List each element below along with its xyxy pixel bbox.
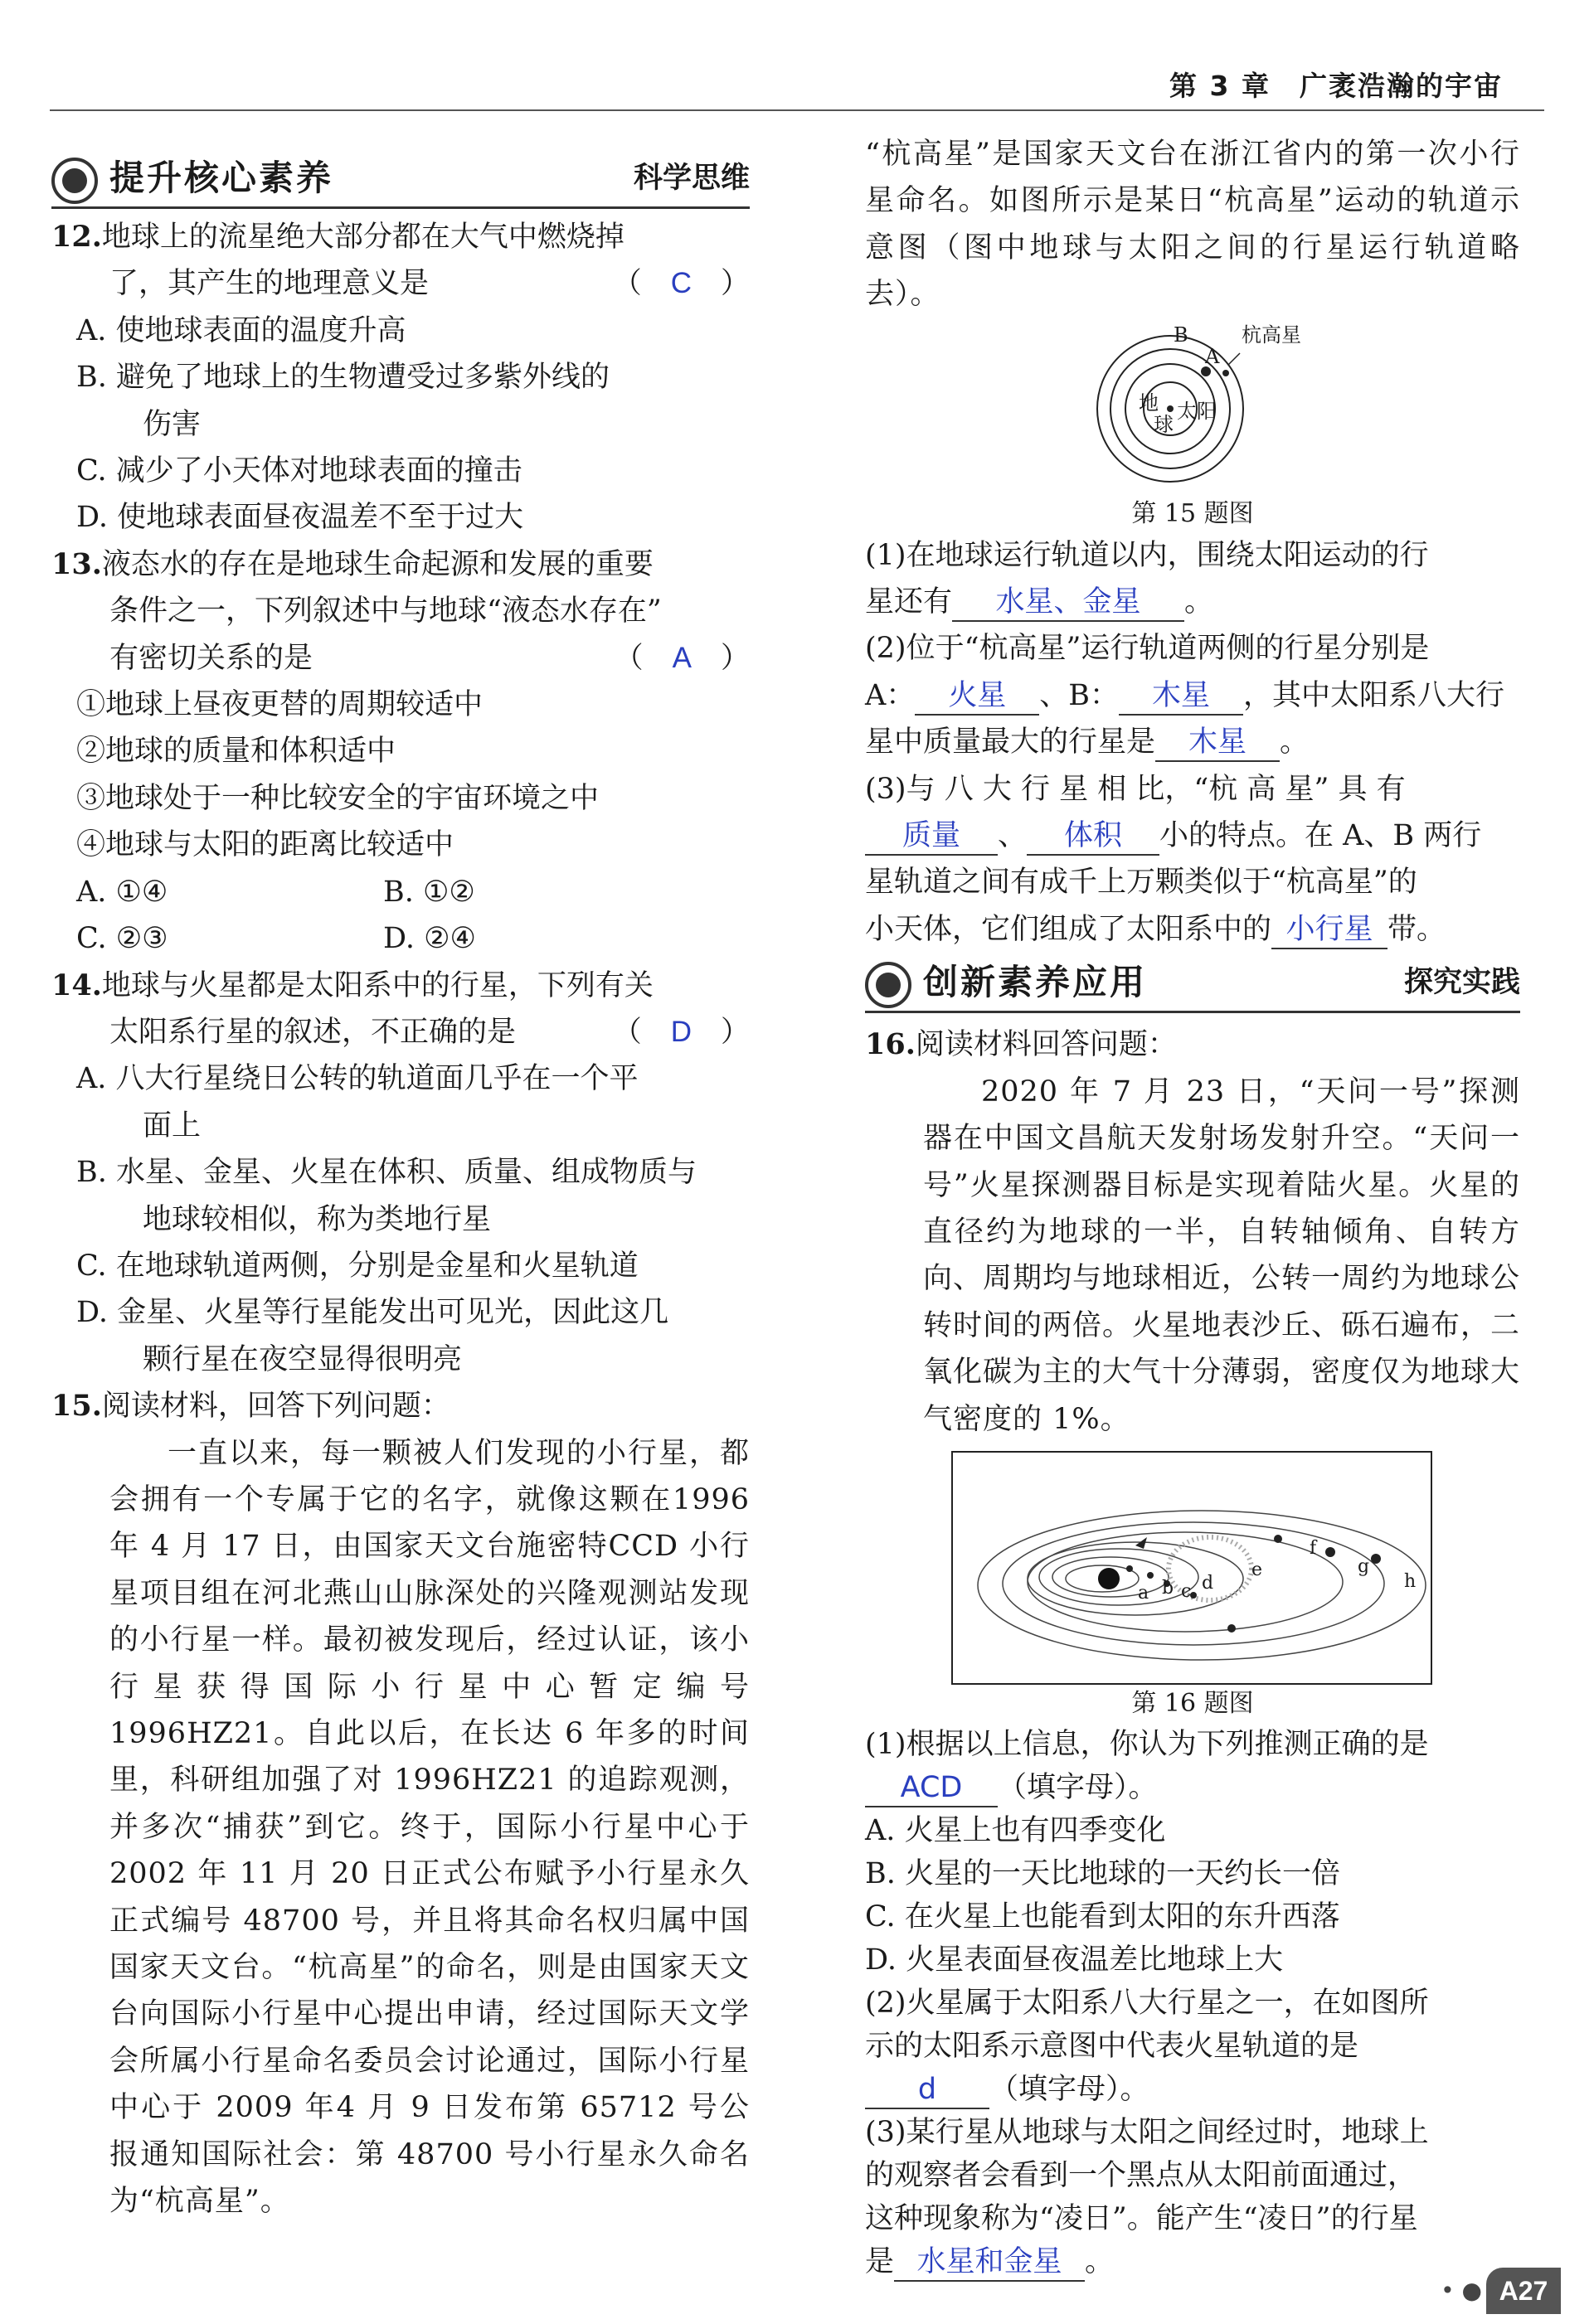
q12-option-c: C. 减少了小天体对地球表面的撞击 [76, 454, 522, 488]
q16-label-g: g [1358, 1555, 1370, 1577]
q12-option-b: B. 避免了地球上的生物遭受过多紫外线的 [76, 361, 610, 395]
q12-option-a: A. 使地球表面的温度升高 [76, 313, 406, 347]
q12-stem-2: 了，其产生的地理意义是 [109, 267, 430, 301]
q13-answer: A [672, 641, 692, 674]
q16-sub2-answer: d [865, 2071, 989, 2109]
q15-sub3-end: 带。 [1387, 912, 1446, 946]
q16-sub2-hint: （填字母）。 [989, 2072, 1149, 2106]
section-innovate-tag: 探究实践 [1403, 965, 1520, 999]
q13-item-1: ①地球上昼夜更替的周期较适中 [76, 688, 484, 722]
q15-sub3-answer-2: 体积 [1027, 818, 1159, 856]
page-number: A27 [1486, 2268, 1561, 2314]
q13-option-a: A. ①④ [76, 875, 168, 909]
q14-stem-2: 太阳系行星的叙述，不正确的是 [109, 1015, 517, 1049]
q14-option-d-cont: 颗行星在夜空显得很明亮 [143, 1342, 463, 1376]
q15-label-sun: 太阳 [1177, 399, 1217, 423]
q12-answer-paren: （ C ） [612, 267, 750, 301]
q15-paragraph-2: “杭高星”是国家天文台在浙江省内的第一次小行星命名。如图所示是某日“杭高星”运动的轨道示意图（图中地球与太阳之间的行星运行轨道略去）。 [865, 138, 1520, 312]
q15-sub2-a-label: A： [865, 678, 916, 712]
q13-item-2: ②地球的质量和体积适中 [76, 735, 396, 769]
q16-sub1-answer: ACD [865, 1769, 998, 1807]
q16-number: 16. [865, 1027, 916, 1062]
question-16 [865, 1021, 1520, 2283]
q15-label-star: 杭高星 [1242, 323, 1301, 347]
q15-sub2-line2: ，其中太阳系八大行 [1243, 678, 1505, 712]
q15-caption: 第 15 题图 [1131, 498, 1254, 528]
q15-sub3-line1: (3)与 八 大 行 星 相 比，“杭 高 星” 具 有 [865, 772, 1406, 806]
q13-stem-3: 有密切关系的是 [109, 641, 313, 675]
q15-sub2-end: 。 [1280, 725, 1310, 759]
question-15 [51, 1383, 750, 2225]
q16-sub1-option-c: C. 在火星上也能看到太阳的东升西落 [865, 1899, 1340, 1933]
q12-number: 12. [51, 220, 102, 254]
q15-sub2-max-answer: 木星 [1155, 724, 1280, 762]
section-core-title: 提升核心素养 [109, 157, 334, 198]
section-core-header [51, 153, 750, 209]
q15-sub2-b-answer: 木星 [1119, 677, 1243, 716]
q13-option-b: B. ①② [383, 875, 475, 909]
q16-sub3-line1: (3)某行星从地球与太阳之间经过时，地球上 [865, 2115, 1429, 2149]
q16-sub2-line1: (2)火星属于太阳系八大行星之一，在如图所 [865, 1986, 1429, 2020]
q16-label-d: d [1202, 1572, 1214, 1594]
section-core-tag: 科学思维 [633, 161, 750, 195]
q15-sub3-line3: 星轨道之间有成千上万颗类似于“杭高星”的 [865, 866, 1417, 900]
q14-answer-paren: （ D ） [612, 1015, 750, 1049]
q14-number: 14. [51, 968, 102, 1002]
q14-option-b-cont: 地球较相似，称为类地行星 [143, 1202, 492, 1236]
q16-stem: 阅读材料回答问题： [915, 1028, 1177, 1062]
q16-figure [951, 1451, 1432, 1685]
q15-label-b: B [1174, 323, 1188, 347]
q16-paragraph: 2020 年 7 月 23 日，“天问一号”探测器在中国文昌航天发射场发射升空。“天问一号”火星探测器目标是实现着陆火星。火星的直径约为地球的一半，自转轴倾角、自转方向、周期均与地球相近，公转一周约为地球公转时间的两倍。火星地表沙丘、砾石遍布，二氧化碳为主的大气十分薄弱，密度仅为地球大气密度的 1%。 [923, 1075, 1521, 1436]
q15-sub3-answer-3: 小行星 [1271, 911, 1387, 949]
q15-number: 15. [51, 1389, 102, 1424]
q16-label-b: b [1162, 1577, 1174, 1599]
q14-answer: D [670, 1015, 692, 1048]
q15-stem: 阅读材料，回答下列问题： [101, 1390, 450, 1424]
q16-label-f: f [1310, 1537, 1317, 1559]
right-column [865, 131, 1520, 2283]
q13-item-4: ④地球与太阳的距离比较适中 [76, 828, 454, 862]
q15-sub2-line1: (2)位于“杭高星”运行轨道两侧的行星分别是 [865, 632, 1430, 666]
q12-option-d: D. 使地球表面昼夜温差不至于过大 [76, 501, 524, 535]
q15-label-a: A [1205, 344, 1220, 368]
q14-stem-1: 地球与火星都是太阳系中的行星，下列有关 [101, 968, 654, 1002]
q12-stem-1: 地球上的流星绝大部分都在大气中燃烧掉 [101, 221, 624, 254]
section-bullet-icon [51, 158, 98, 204]
q14-option-a-cont: 面上 [143, 1109, 202, 1143]
q13-option-d: D. ②④ [383, 922, 476, 956]
q15-sub1-end: 。 [1184, 585, 1214, 619]
q16-label-a: a [1138, 1582, 1149, 1604]
section-bullet-icon [865, 962, 911, 1008]
q12-answer: C [670, 267, 692, 300]
left-column [51, 153, 750, 2225]
q13-answer-paren: （ A ） [614, 641, 750, 675]
q16-sub1-hint: （填字母）。 [998, 1770, 1158, 1804]
question-12 [51, 214, 750, 541]
q16-sub1-option-b: B. 火星的一天比地球的一天约长一倍 [865, 1856, 1340, 1890]
q13-stem-2: 条件之一，下列叙述中与地球“液态水存在” [109, 594, 662, 628]
q15-label-earth-1: 地 [1139, 391, 1159, 415]
q14-option-d: D. 金星、火星等行星能发出可见光，因此这几 [76, 1296, 669, 1330]
q15-sub2-line3: 星中质量最大的行星是 [865, 725, 1156, 759]
q15-sub3-line2: 小的特点。在 A、B 两行 [1159, 819, 1482, 853]
q16-sub1-line1: (1)根据以上信息，你认为下列推测正确的是 [865, 1727, 1429, 1761]
q16-label-h: h [1404, 1570, 1417, 1592]
q14-option-b: B. 水星、金星、火星在体积、质量、组成物质与 [76, 1156, 697, 1190]
q16-sub3-answer: 水星和金星 [894, 2244, 1085, 2282]
section-innovate-title: 创新素养应用 [923, 961, 1148, 1002]
q15-sub1-line2: 星还有 [865, 585, 953, 619]
q15-sub1-line1: (1)在地球运行轨道以内，围绕太阳运动的行 [865, 538, 1429, 572]
q16-sub2-line2: 示的太阳系示意图中代表火星轨道的是 [865, 2029, 1359, 2063]
q12-option-b-cont: 伤害 [143, 407, 202, 441]
q16-label-c: c [1181, 1580, 1192, 1602]
q13-stem-1: 液态水的存在是地球生命起源和发展的重要 [101, 547, 654, 581]
question-14 [51, 963, 750, 1384]
q16-sub3-end: 。 [1085, 2244, 1115, 2278]
q16-sub3-line3: 这种现象称为“凌日”。能产生“凌日”的行星 [865, 2201, 1418, 2235]
q14-option-a: A. 八大行星绕日公转的轨道面几乎在一个平 [76, 1062, 639, 1096]
q16-label-e: e [1251, 1559, 1263, 1580]
q15-label-earth-2: 球 [1154, 412, 1174, 436]
q15-paragraph: 一直以来，每一颗被人们发现的小行星，都会拥有一个专属于它的名字，就像这颗在1996 年 4 月 17 日，由国家天文台施密特CCD 小行星项目组在河北燕山山脉深处的兴隆观测站发现的小行星一样。最初被发现后，经过认证，该小行星获得国际小行星中心暂定编号 1996HZ21。自此以后，在长达 6 年多的时间里，科研组加强了对 1996HZ21 的追踪观测，并多次“捕获”到它。终于，国际小行星中心于 2002 年 11 月 20 日正式公布赋予小行星永久正式编号 48700 号，并且将其命名权归属中国国家天文台。“杭高星”的命名，则是由国家天文台向国际小行星中心提出申请，经过国际天文学会所属小行星命名委员会讨论通过，国际小行星中心于 2009 年4 月 9 日发布第 65712 号公报通知国际社会：第 48700 号小行星永久命名为“杭高星”。 [109, 1436, 750, 2219]
q15-sub3-sep: 、 [998, 819, 1028, 853]
page-dots: • ● [1441, 2277, 1482, 2304]
q16-caption: 第 16 题图 [1131, 1688, 1254, 1718]
q13-option-c: C. ②③ [76, 922, 168, 956]
q16-sub1-option-d: D. 火星表面昼夜温差比地球上大 [865, 1943, 1284, 1977]
q16-sub1-option-a: A. 火星上也有四季变化 [865, 1813, 1166, 1847]
q16-sub3-line2: 的观察者会看到一个黑点从太阳前面通过， [865, 2158, 1417, 2192]
q15-sub3-answer-1: 质量 [865, 818, 998, 856]
q15-sub2-a-answer: 火星 [915, 677, 1039, 716]
q15-sub3-line4: 小天体，它们组成了太阳系中的 [865, 912, 1272, 946]
question-13 [51, 541, 750, 963]
header-divider [50, 109, 1544, 111]
q13-item-3: ③地球处于一种比较安全的宇宙环境之中 [76, 781, 600, 815]
q14-option-c: C. 在地球轨道两侧，分别是金星和火星轨道 [76, 1249, 639, 1283]
q15-sub2-b-label: 、B： [1039, 678, 1120, 712]
q15-sub1-answer: 水星、金星 [952, 584, 1184, 622]
q15-figure [865, 322, 1520, 496]
section-innovate-header [865, 958, 1520, 1013]
chapter-header: 第 3 章 广袤浩瀚的宇宙 [1169, 70, 1503, 102]
q16-sub3-line4: 是 [865, 2244, 895, 2278]
q13-number: 13. [51, 546, 102, 581]
